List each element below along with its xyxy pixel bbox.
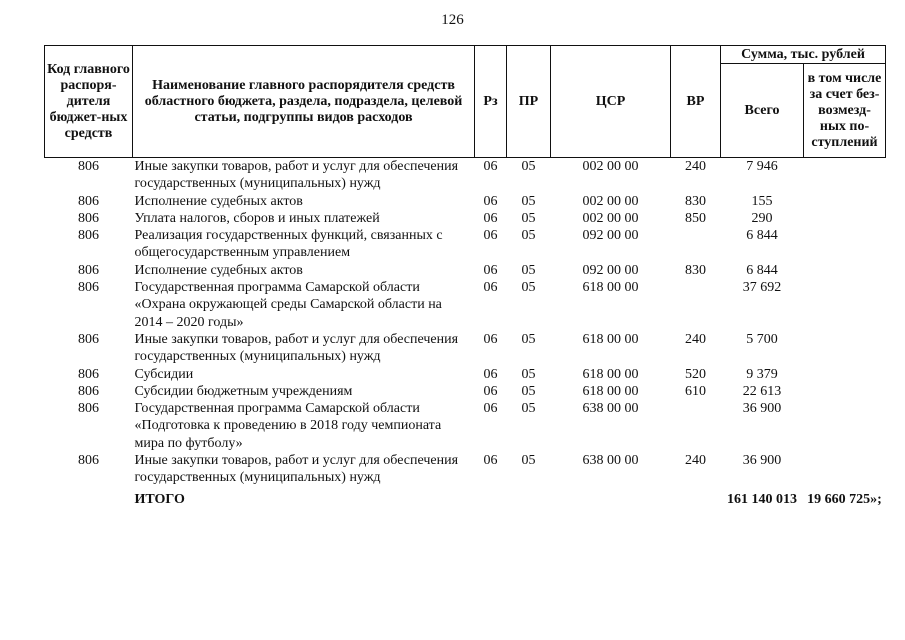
- row-pr: 05: [521, 383, 536, 399]
- table-row: [45, 227, 886, 262]
- row-gratis: [804, 227, 886, 262]
- row-code: 806: [78, 453, 99, 469]
- total-amount: 161 140 013: [727, 491, 797, 507]
- row-rz: 06: [483, 228, 498, 244]
- row-rz: 06: [483, 331, 498, 347]
- row-gratis: [804, 400, 886, 452]
- row-pr: 05: [521, 453, 536, 469]
- row-pr: 05: [521, 159, 536, 174]
- row-name: Иные закупки товаров, работ и услуг для обеспечения государственных (муниципальных) нужд: [134, 331, 459, 365]
- row-gratis: [804, 279, 886, 331]
- table-row: [45, 400, 886, 452]
- row-rz: 06: [483, 193, 498, 209]
- row-name: Исполнение судебных актов: [134, 262, 303, 278]
- row-csr: 618 00 00: [582, 280, 639, 296]
- table-header: [45, 46, 886, 158]
- row-pr: 05: [521, 366, 536, 382]
- row-total: 36 900: [742, 401, 782, 417]
- row-code: 806: [78, 228, 99, 244]
- row-code: 806: [78, 280, 99, 296]
- header-gratis: в том числе за счет без-возмезд-ных по-ступлений: [804, 64, 886, 158]
- table-row: [45, 383, 886, 400]
- row-code: 806: [78, 262, 99, 278]
- table-row: [45, 262, 886, 279]
- row-gratis: [804, 366, 886, 383]
- row-gratis: [804, 193, 886, 210]
- row-pr: 05: [521, 331, 536, 347]
- row-gratis: [804, 331, 886, 366]
- row-total: 5 700: [746, 331, 778, 347]
- header-csr: ЦСР: [551, 46, 671, 158]
- row-gratis: [804, 262, 886, 279]
- total-spacer: [475, 487, 507, 508]
- budget-table: [44, 45, 886, 508]
- row-total: 290: [751, 210, 773, 226]
- row-name: Иные закупки товаров, работ и услуг для обеспечения государственных (муниципальных) нужд: [134, 453, 459, 486]
- row-pr: 05: [521, 401, 536, 417]
- table-row: [45, 193, 886, 210]
- row-rz: 06: [483, 366, 498, 382]
- row-name: Уплата налогов, сборов и иных платежей: [134, 210, 380, 226]
- row-gratis: [804, 383, 886, 400]
- row-pr: 05: [521, 280, 536, 296]
- total-spacer: [551, 487, 671, 508]
- page-number: 126: [441, 12, 464, 28]
- header-name: Наименование главного распорядителя средств областного бюджета, раздела, подраздела, целевой статьи, подгруппы видов расходов: [133, 46, 475, 158]
- row-rz: 06: [483, 280, 498, 296]
- row-csr: 618 00 00: [582, 331, 639, 347]
- row-pr: 05: [521, 193, 536, 209]
- row-gratis: [804, 452, 886, 487]
- header-code: Код главного распоря-дителя бюджет-ных средств: [45, 46, 133, 158]
- row-csr: 618 00 00: [582, 383, 639, 399]
- row-vr: [671, 227, 721, 262]
- row-code: 806: [78, 383, 99, 399]
- row-pr: 05: [521, 228, 536, 244]
- table-row: [45, 366, 886, 383]
- total-row: [45, 487, 886, 508]
- row-vr: 520: [685, 366, 706, 382]
- row-total: 22 613: [742, 383, 782, 399]
- row-code: 806: [78, 193, 99, 209]
- row-rz: 06: [483, 453, 498, 469]
- table-row: [45, 279, 886, 331]
- row-total: 7 946: [746, 159, 778, 174]
- row-vr: 830: [685, 262, 706, 278]
- row-rz: 06: [483, 383, 498, 399]
- row-pr: 05: [521, 210, 536, 226]
- row-name: Исполнение судебных актов: [134, 193, 303, 209]
- row-vr: 850: [685, 210, 706, 226]
- header-vr: ВР: [671, 46, 721, 158]
- row-vr: [671, 400, 721, 452]
- table-row: [45, 158, 886, 193]
- row-rz: 06: [483, 262, 498, 278]
- row-vr: 240: [685, 331, 706, 347]
- header-pr: ПР: [507, 46, 551, 158]
- total-spacer: [45, 487, 133, 508]
- row-code: 806: [78, 159, 99, 174]
- table-row: [45, 210, 886, 227]
- row-csr: 002 00 00: [582, 193, 639, 209]
- total-spacer: [671, 487, 721, 508]
- row-name: Реализация государственных функций, связанных с общегосударственным управлением: [134, 228, 443, 261]
- row-rz: 06: [483, 401, 498, 417]
- table-body: [45, 158, 886, 508]
- row-csr: 092 00 00: [582, 228, 639, 244]
- row-name: Государственная программа Самарской области «Подготовка к проведению в 2018 году чемпионата мира по футболу»: [134, 401, 442, 451]
- row-vr: 240: [685, 453, 706, 469]
- row-total: 36 900: [742, 453, 782, 469]
- row-vr: 610: [685, 383, 706, 399]
- row-csr: 002 00 00: [582, 210, 639, 226]
- row-code: 806: [78, 210, 99, 226]
- row-code: 806: [78, 401, 99, 417]
- total-label: ИТОГО: [134, 491, 185, 507]
- row-rz: 06: [483, 159, 498, 174]
- row-gratis: [804, 158, 886, 193]
- row-gratis: [804, 210, 886, 227]
- total-spacer: [507, 487, 551, 508]
- row-name: Субсидии бюджетным учреждениям: [134, 383, 353, 399]
- row-code: 806: [78, 331, 99, 347]
- row-total: 6 844: [746, 228, 778, 244]
- row-total: 155: [751, 193, 773, 209]
- header-rz: Рз: [475, 46, 507, 158]
- row-name: Иные закупки товаров, работ и услуг для обеспечения государственных (муниципальных) нужд: [134, 159, 459, 192]
- row-vr: 240: [685, 159, 706, 174]
- row-total: 37 692: [742, 280, 782, 296]
- row-code: 806: [78, 366, 99, 382]
- row-name: Субсидии: [134, 366, 194, 382]
- total-gratis-amount: 19 660 725»;: [807, 491, 882, 507]
- row-csr: 092 00 00: [582, 262, 639, 278]
- row-total: 6 844: [746, 262, 778, 278]
- header-total: Всего: [721, 64, 804, 158]
- row-pr: 05: [521, 262, 536, 278]
- row-total: 9 379: [746, 366, 778, 382]
- row-vr: 830: [685, 193, 706, 209]
- row-csr: 002 00 00: [582, 159, 639, 174]
- table-row: [45, 331, 886, 366]
- table-row: [45, 452, 886, 487]
- row-rz: 06: [483, 210, 498, 226]
- row-csr: 638 00 00: [582, 453, 639, 469]
- row-csr: 638 00 00: [582, 401, 639, 417]
- row-csr: 618 00 00: [582, 366, 639, 382]
- row-name: Государственная программа Самарской области «Охрана окружающей среды Самарской области на 2014 – 2020 годы»: [134, 280, 442, 330]
- header-sum: Сумма, тыс. рублей: [721, 46, 886, 64]
- row-vr: [671, 279, 721, 331]
